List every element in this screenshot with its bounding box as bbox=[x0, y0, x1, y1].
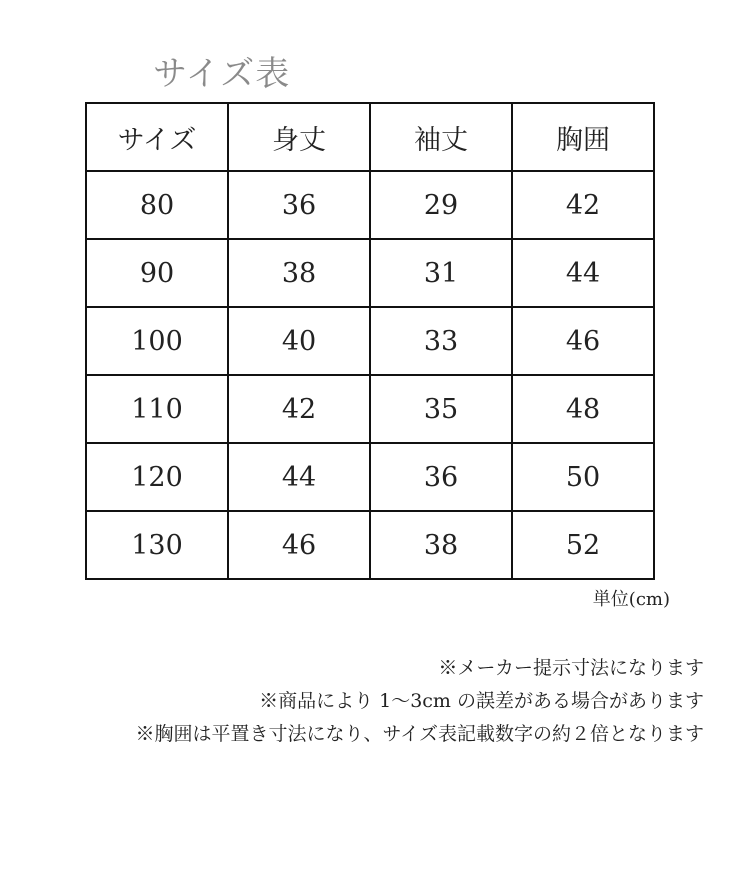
table-row bbox=[86, 443, 654, 511]
cell-sleeve-length: 38 bbox=[370, 511, 512, 579]
unit-label: 単位(cm) bbox=[592, 589, 670, 610]
table-row bbox=[86, 375, 654, 443]
header-body-length: 身丈 bbox=[228, 103, 370, 171]
table-row bbox=[86, 307, 654, 375]
size-table bbox=[85, 102, 655, 580]
notes bbox=[136, 652, 704, 751]
cell-body-length: 42 bbox=[228, 375, 370, 443]
cell-size: 80 bbox=[86, 171, 228, 239]
cell-body-length: 44 bbox=[228, 443, 370, 511]
cell-chest: 50 bbox=[512, 443, 654, 511]
note-chest-flat: ※胸囲は平置き寸法になり、サイズ表記載数字の約２倍となります bbox=[135, 723, 704, 745]
cell-size: 90 bbox=[86, 239, 228, 307]
cell-size: 130 bbox=[86, 511, 228, 579]
header-chest: 胸囲 bbox=[512, 103, 654, 171]
page-title: サイズ表 bbox=[153, 54, 291, 94]
cell-size: 100 bbox=[86, 307, 228, 375]
cell-sleeve-length: 33 bbox=[370, 307, 512, 375]
cell-sleeve-length: 29 bbox=[370, 171, 512, 239]
table-row bbox=[86, 171, 654, 239]
cell-sleeve-length: 31 bbox=[370, 239, 512, 307]
cell-body-length: 36 bbox=[228, 171, 370, 239]
cell-body-length: 38 bbox=[228, 239, 370, 307]
table-row bbox=[86, 239, 654, 307]
cell-chest: 42 bbox=[512, 171, 654, 239]
cell-chest: 52 bbox=[512, 511, 654, 579]
cell-size: 120 bbox=[86, 443, 228, 511]
cell-chest: 46 bbox=[512, 307, 654, 375]
table-header-row bbox=[86, 103, 654, 171]
table-row bbox=[86, 511, 654, 579]
cell-body-length: 40 bbox=[228, 307, 370, 375]
header-size: サイズ bbox=[86, 103, 228, 171]
cell-sleeve-length: 36 bbox=[370, 443, 512, 511]
cell-size: 110 bbox=[86, 375, 228, 443]
note-tolerance: ※商品により 1〜3cm の誤差がある場合があります bbox=[259, 690, 704, 712]
note-maker-dimensions: ※メーカー提示寸法になります bbox=[438, 657, 704, 679]
header-sleeve-length: 袖丈 bbox=[370, 103, 512, 171]
cell-chest: 44 bbox=[512, 239, 654, 307]
cell-body-length: 46 bbox=[228, 511, 370, 579]
cell-sleeve-length: 35 bbox=[370, 375, 512, 443]
cell-chest: 48 bbox=[512, 375, 654, 443]
